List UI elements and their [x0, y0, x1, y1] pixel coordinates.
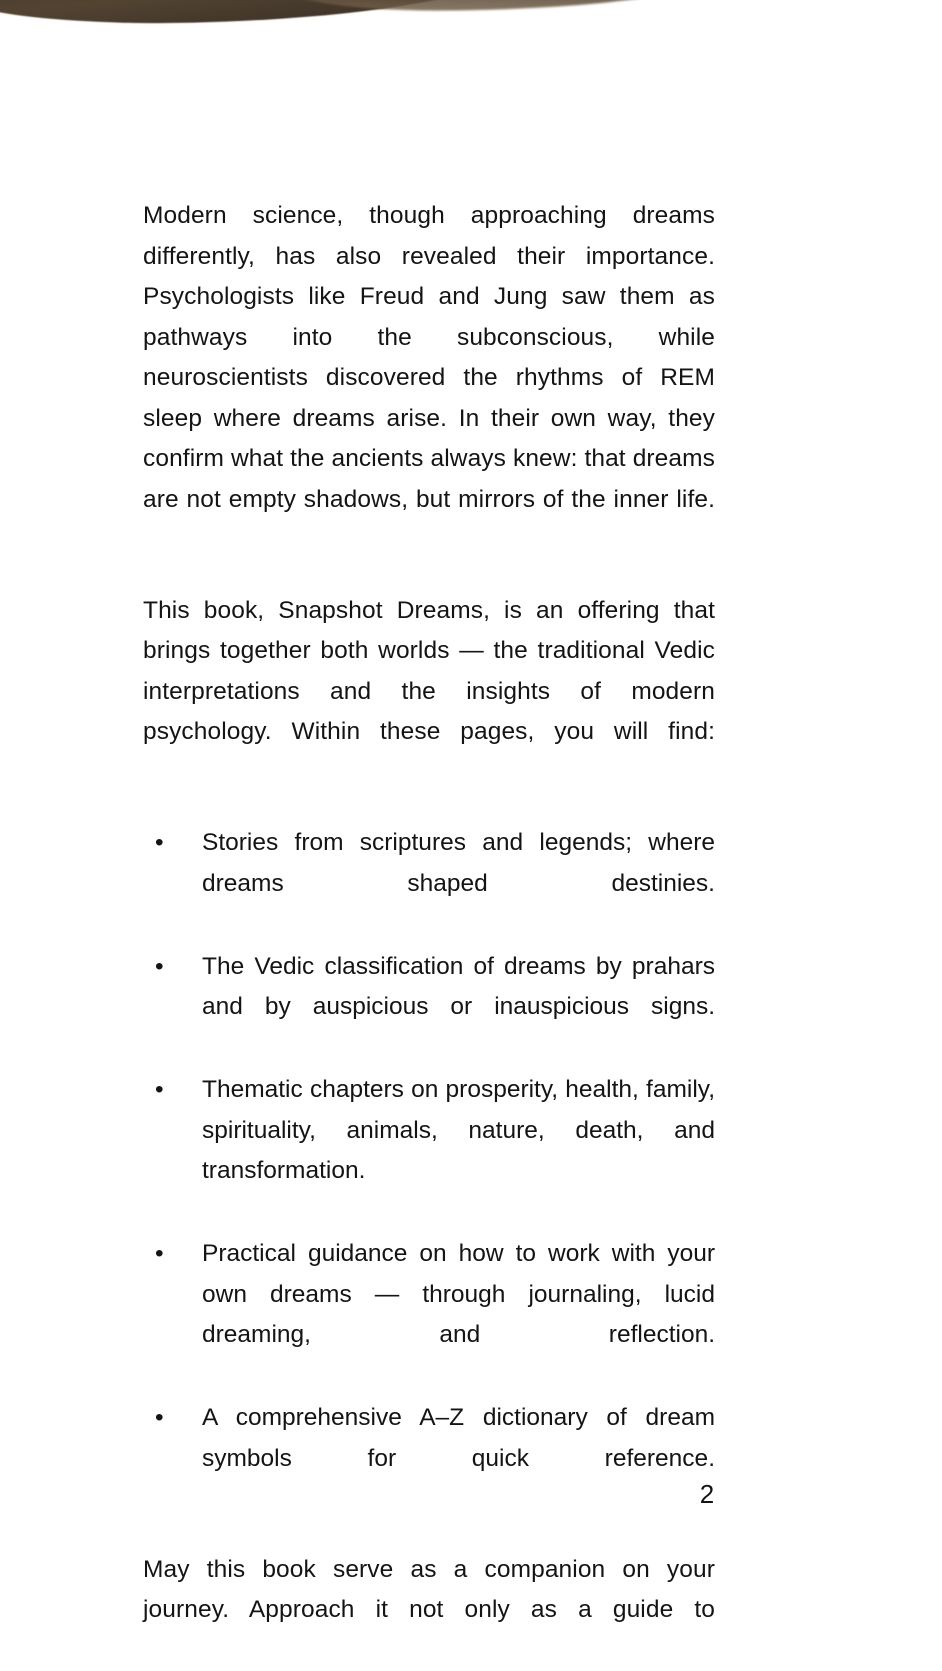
list-item — [143, 1234, 715, 1396]
list-item-label: Stories from scriptures and legends; where dreams shaped destinies. — [202, 829, 715, 937]
page-number — [0, 1479, 942, 1510]
paragraph-modern-science: Modern science, though approaching dreams differently, has also revealed their importance. Psychologists like Freud and Jung saw them as pathways into the subconscious, while neuroscientists discovered the rhythms of REM sleep where dreams arise. In their own way, they confirm what the ancients always knew: that dreams are not empty shadows, but mirrors of the inner life. — [143, 196, 715, 561]
bullet-icon: • — [155, 947, 164, 988]
paragraph-this-book: This book, Snapshot Dreams, is an offering that brings together both worlds — the traditional Vedic interpretations and the insights of modern psychology. Within these pages, you will find: — [143, 591, 715, 794]
page-number-value: 2 — [700, 1479, 714, 1510]
list-item-label: Thematic chapters on prosperity, health, family, spirituality, animals, nature, death, and transformation. — [202, 1076, 715, 1225]
list-item — [143, 1070, 715, 1232]
list-item-label: Practical guidance on how to work with your own dreams — through journaling, lucid dreaming, and reflection. — [202, 1240, 715, 1389]
list-item-label: The Vedic classification of dreams by prahars and by auspicious or inauspicious signs. — [202, 953, 715, 1061]
paragraph-may-this-book: May this book serve as a companion on your journey. Approach it not only as a guide to — [143, 1550, 715, 1671]
feature-list — [143, 823, 715, 1520]
list-item — [143, 947, 715, 1069]
list-item — [143, 823, 715, 945]
bullet-icon: • — [155, 1234, 164, 1275]
list-item-label: A comprehensive A–Z dictionary of dream symbols for quick reference. — [202, 1404, 715, 1512]
page-content — [143, 196, 715, 1671]
bullet-icon: • — [155, 1398, 164, 1439]
bullet-icon: • — [155, 823, 164, 864]
bullet-icon: • — [155, 1070, 164, 1111]
